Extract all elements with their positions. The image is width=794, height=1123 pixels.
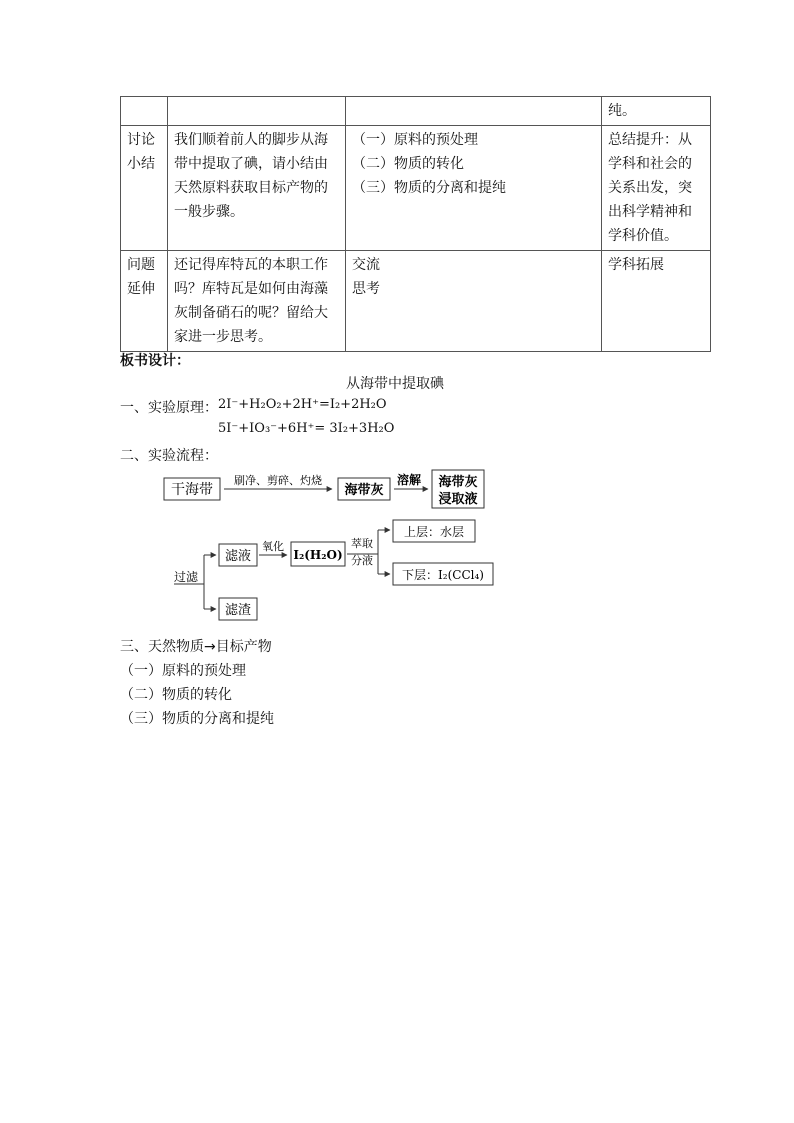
student-activity: 交流 — [352, 257, 380, 273]
table-row — [121, 251, 711, 352]
flow-extract-label-1: 萃取 — [351, 537, 373, 550]
board-heading: 板书设计： — [120, 353, 190, 369]
intent-cell: 总结提升：从学科和社会的关系出发，突出科学精神和学科价值。 — [602, 126, 711, 251]
flow-extract-label-2: 分液 — [351, 554, 373, 567]
teacher-cell: 我们顺着前人的脚步从海带中提取了碘，请小结由天然原料获取目标产物的一般步骤。 — [168, 126, 346, 251]
flow-filtrate-text: 滤液 — [224, 549, 252, 564]
stage-cell: 问题延伸 — [121, 251, 168, 352]
flow-start-text: 干海带 — [171, 482, 213, 498]
board-title: 从海带中提取碘 — [346, 376, 444, 392]
table-row — [121, 97, 711, 126]
section-flow-label: 二、实验流程： — [120, 448, 218, 464]
student-activity: 思考 — [352, 281, 380, 297]
student-activity: （二）物质的转化 — [352, 156, 464, 172]
equation-2: 5I⁻+IO₃⁻+6H⁺= 3I₂+3H₂O — [218, 421, 395, 436]
teacher-cell — [168, 97, 346, 126]
flow-extract-text-2: 浸取液 — [438, 492, 478, 507]
flow-step1-text: 刷净、剪碎、灼烧 — [234, 474, 322, 487]
student-activity: （一）原料的预处理 — [352, 132, 478, 148]
flow-lower-text: 下层：I₂(CCl₄) — [402, 568, 484, 582]
flow-filter-text: 过滤 — [174, 570, 199, 584]
section-principle-label: 一、实验原理： — [120, 400, 218, 416]
intent-cell: 纯。 — [602, 97, 711, 126]
flow-oxidize-text: 氧化 — [262, 540, 284, 553]
summary-item: （一）原料的预处理 — [120, 663, 246, 679]
student-cell — [346, 97, 602, 126]
summary-item: （二）物质的转化 — [120, 687, 232, 703]
flow-upper-text: 上层：水层 — [403, 525, 465, 539]
student-cell — [346, 126, 602, 251]
intent-cell: 学科拓展 — [602, 251, 711, 352]
flow-residue-text: 滤渣 — [224, 603, 252, 618]
flow-diagram — [160, 468, 510, 626]
flow-ash-text: 海带灰 — [344, 483, 384, 498]
flow-step2-text: 溶解 — [396, 473, 422, 487]
equation-1: 2I⁻+H₂O₂+2H⁺=I₂+2H₂O — [218, 397, 387, 412]
student-cell — [346, 251, 602, 352]
flow-iodine-water-text: I₂(H₂O) — [293, 548, 343, 562]
stage-cell — [121, 97, 168, 126]
teacher-cell: 还记得库特瓦的本职工作吗？库特瓦是如何由海藻灰制备硝石的呢？留给大家进一步思考。 — [168, 251, 346, 352]
flow-extract-text-1: 海带灰 — [438, 475, 478, 490]
lesson-table — [120, 96, 711, 352]
table-row — [121, 126, 711, 251]
section-summary-label: 三、天然物质→目标产物 — [120, 639, 272, 655]
stage-cell: 讨论小结 — [121, 126, 168, 251]
student-activity: （三）物质的分离和提纯 — [352, 180, 506, 196]
summary-item: （三）物质的分离和提纯 — [120, 711, 274, 727]
